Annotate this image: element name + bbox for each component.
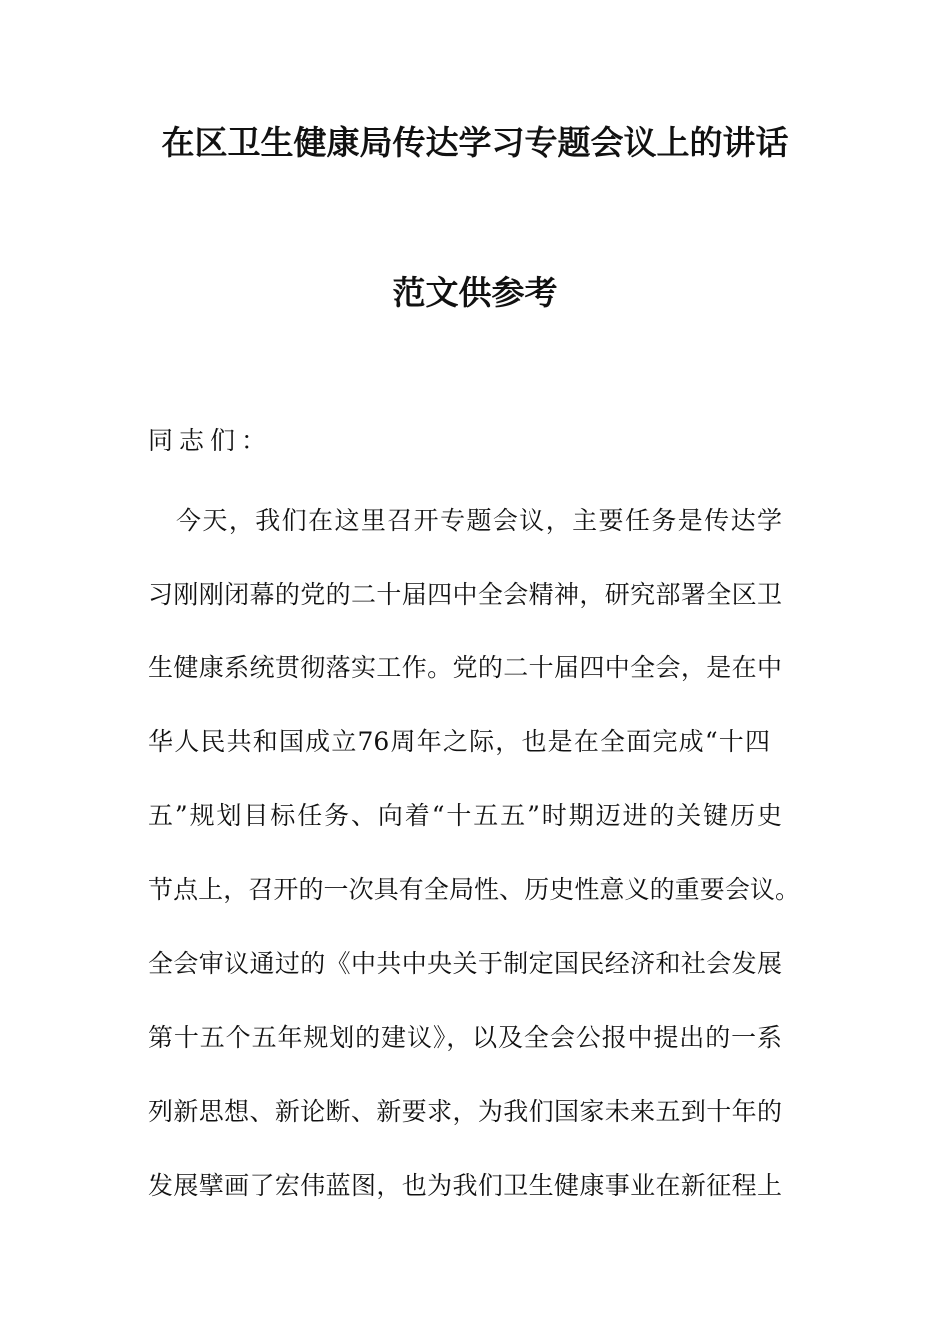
salutation: 同志们： bbox=[148, 426, 273, 455]
body-line: 习刚刚闭幕的党的二十届四中全会精神，研究部署全区卫 bbox=[148, 580, 782, 609]
body-line: 生健康系统贯彻落实工作。党的二十届四中全会，是在中 bbox=[148, 653, 782, 682]
body-line: 今天，我们在这里召开专题会议，主要任务是传达学 bbox=[176, 506, 782, 535]
body-line: 第十五个五年规划的建议》，以及全会公报中提出的一系 bbox=[148, 1023, 782, 1052]
body-line: 华人民共和国成立76周年之际，也是在全面完成“十四 bbox=[148, 727, 770, 756]
body-line: 五”规划目标任务、向着“十五五”时期迈进的关键历史 bbox=[148, 801, 782, 830]
body-line: 节点上，召开的一次具有全局性、历史性意义的重要会议。 bbox=[148, 875, 800, 904]
body-line: 全会审议通过的《中共中央关于制定国民经济和社会发展 bbox=[148, 949, 782, 978]
body-line: 列新思想、新论断、新要求，为我们国家未来五到十年的 bbox=[148, 1097, 782, 1126]
document-title-line-2: 范文供参考 bbox=[392, 273, 558, 312]
document-title-line-1: 在区卫生健康局传达学习专题会议上的讲话 bbox=[161, 123, 789, 162]
body-line: 发展擘画了宏伟蓝图，也为我们卫生健康事业在新征程上 bbox=[148, 1171, 782, 1200]
